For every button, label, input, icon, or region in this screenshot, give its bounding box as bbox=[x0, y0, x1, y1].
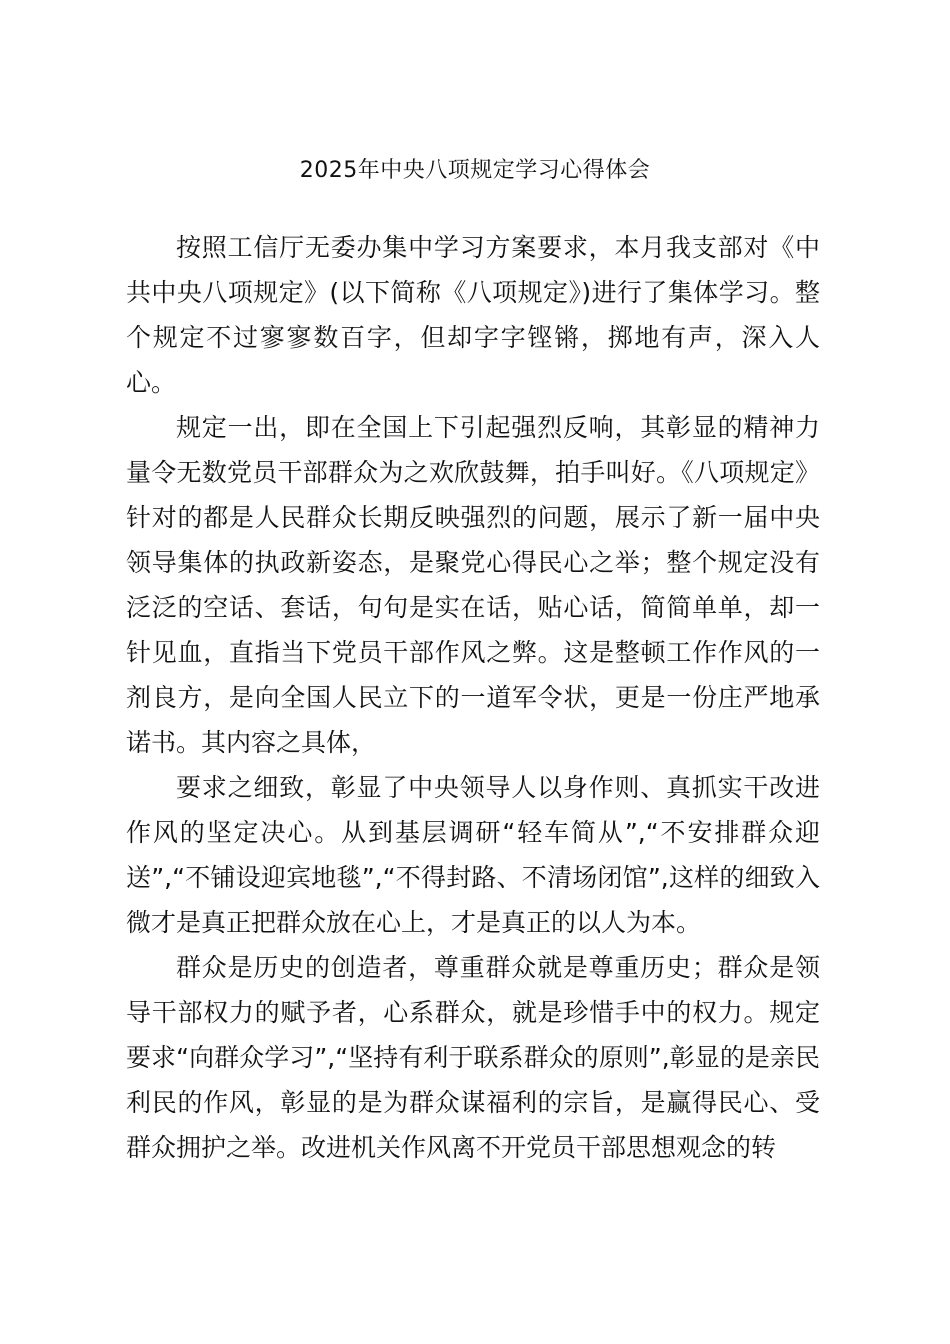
document-body bbox=[126, 225, 820, 1170]
document-title: 2025年中央八项规定学习心得体会 bbox=[299, 158, 651, 183]
paragraph-2: 规定一出，即在全国上下引起强烈反响，其彰显的精神力量令无数党员干部群众为之欢欣鼓舞，拍手叫好。《八项规定》针对的都是人民群众长期反映强烈的问题，展示了新一届中央领导集体的执政新姿态，是聚党心得民心之举；整个规定没有泛泛的空话、套话，句句是实在话，贴心话，简简单单，却一针见血，直指当下党员干部作风之弊。这是整顿工作作风的一剂良方，是向全国人民立下的一道军令状，更是一份庄严地承诺书。其内容之具体， bbox=[126, 413, 820, 757]
paragraph-4: 群众是历史的创造者，尊重群众就是尊重历史；群众是领导干部权力的赋予者，心系群众，就是珍惜手中的权力。规定要求“向群众学习”,“坚持有利于联系群众的原则”,彰显的是亲民利民的作风，彰显的是为群众谋福利的宗旨，是赢得民心、受群众拥护之举。改进机关作风离不开党员干部思想观念的转 bbox=[126, 953, 820, 1162]
paragraph-3: 要求之细致，彰显了中央领导人以身作则、真抓实干改进作风的坚定决心。从到基层调研“轻车简从”,“不安排群众迎送”,“不铺设迎宾地毯”,“不得封路、不清场闭馆”,这样的细致入微才是真正把群众放在心上，才是真正的以人为本。 bbox=[126, 773, 820, 937]
paragraph-1: 按照工信厅无委办集中学习方案要求，本月我支部对《中共中央八项规定》(以下简称《八项规定》)进行了集体学习。整个规定不过寥寥数百字，但却字字铿锵，掷地有声，深入人心。 bbox=[126, 233, 820, 397]
